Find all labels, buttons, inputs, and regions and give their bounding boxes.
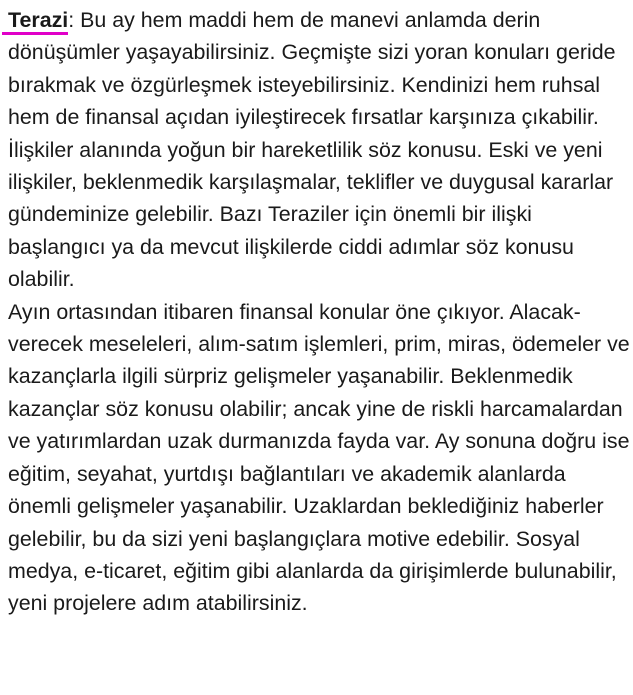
intro-text: Bu ay hem maddi hem de manevi anlamda derin dönüşümler yaşayabilirsiniz. Geçmişte sizi yoran konuları geride bırakmak ve özgürleşmek isteyebilirsiniz. Kendinizi hem ruhsal hem de finansal açıdan iyileştirecek fırsatlar karşınıza çıkabilir. xyxy=(8,8,616,130)
paragraph-relationships: İlişkiler alanında yoğun bir hareketlilik söz konusu. Eski ve yeni ilişkiler, beklenmedik karşılaşmalar, teklifler ve duygusal kararlar gündeminize gelebilir. Bazı Teraziler için önemli bir ilişki başlangıcı ya da mevcut ilişkilerde ciddi adımlar söz konusu olabilir. xyxy=(8,137,614,292)
zodiac-sign-title: Terazi xyxy=(8,4,68,36)
horoscope-article xyxy=(8,4,630,620)
paragraph-intro xyxy=(8,4,630,134)
sign-colon: : xyxy=(68,8,75,32)
paragraph-finance: Ayın ortasından itibaren finansal konular öne çıkıyor. Alacak-verecek meseleleri, alım-satım işlemleri, prim, miras, ödemeler ve kazançlarla ilgili sürpriz gelişmeler yaşanabilir. Beklenmedik kazançlar söz konusu olabilir; ancak yine de riskli harcamalardan ve yatırımlardan uzak durmanızda fayda var. Ay sonuna doğru ise eğitim, seyahat, yurtdışı bağlantıları ve akademik alanlarda önemli gelişmeler yaşanabilir. Uzaklardan beklediğiniz haberler gelebilir, bu da sizi yeni başlangıçlara motive edebilir. Sosyal medya, e-ticaret, eğitim gibi alanlarda da girişimlerde bulunabilir, yeni projelere adım atabilirsiniz. xyxy=(8,299,630,616)
